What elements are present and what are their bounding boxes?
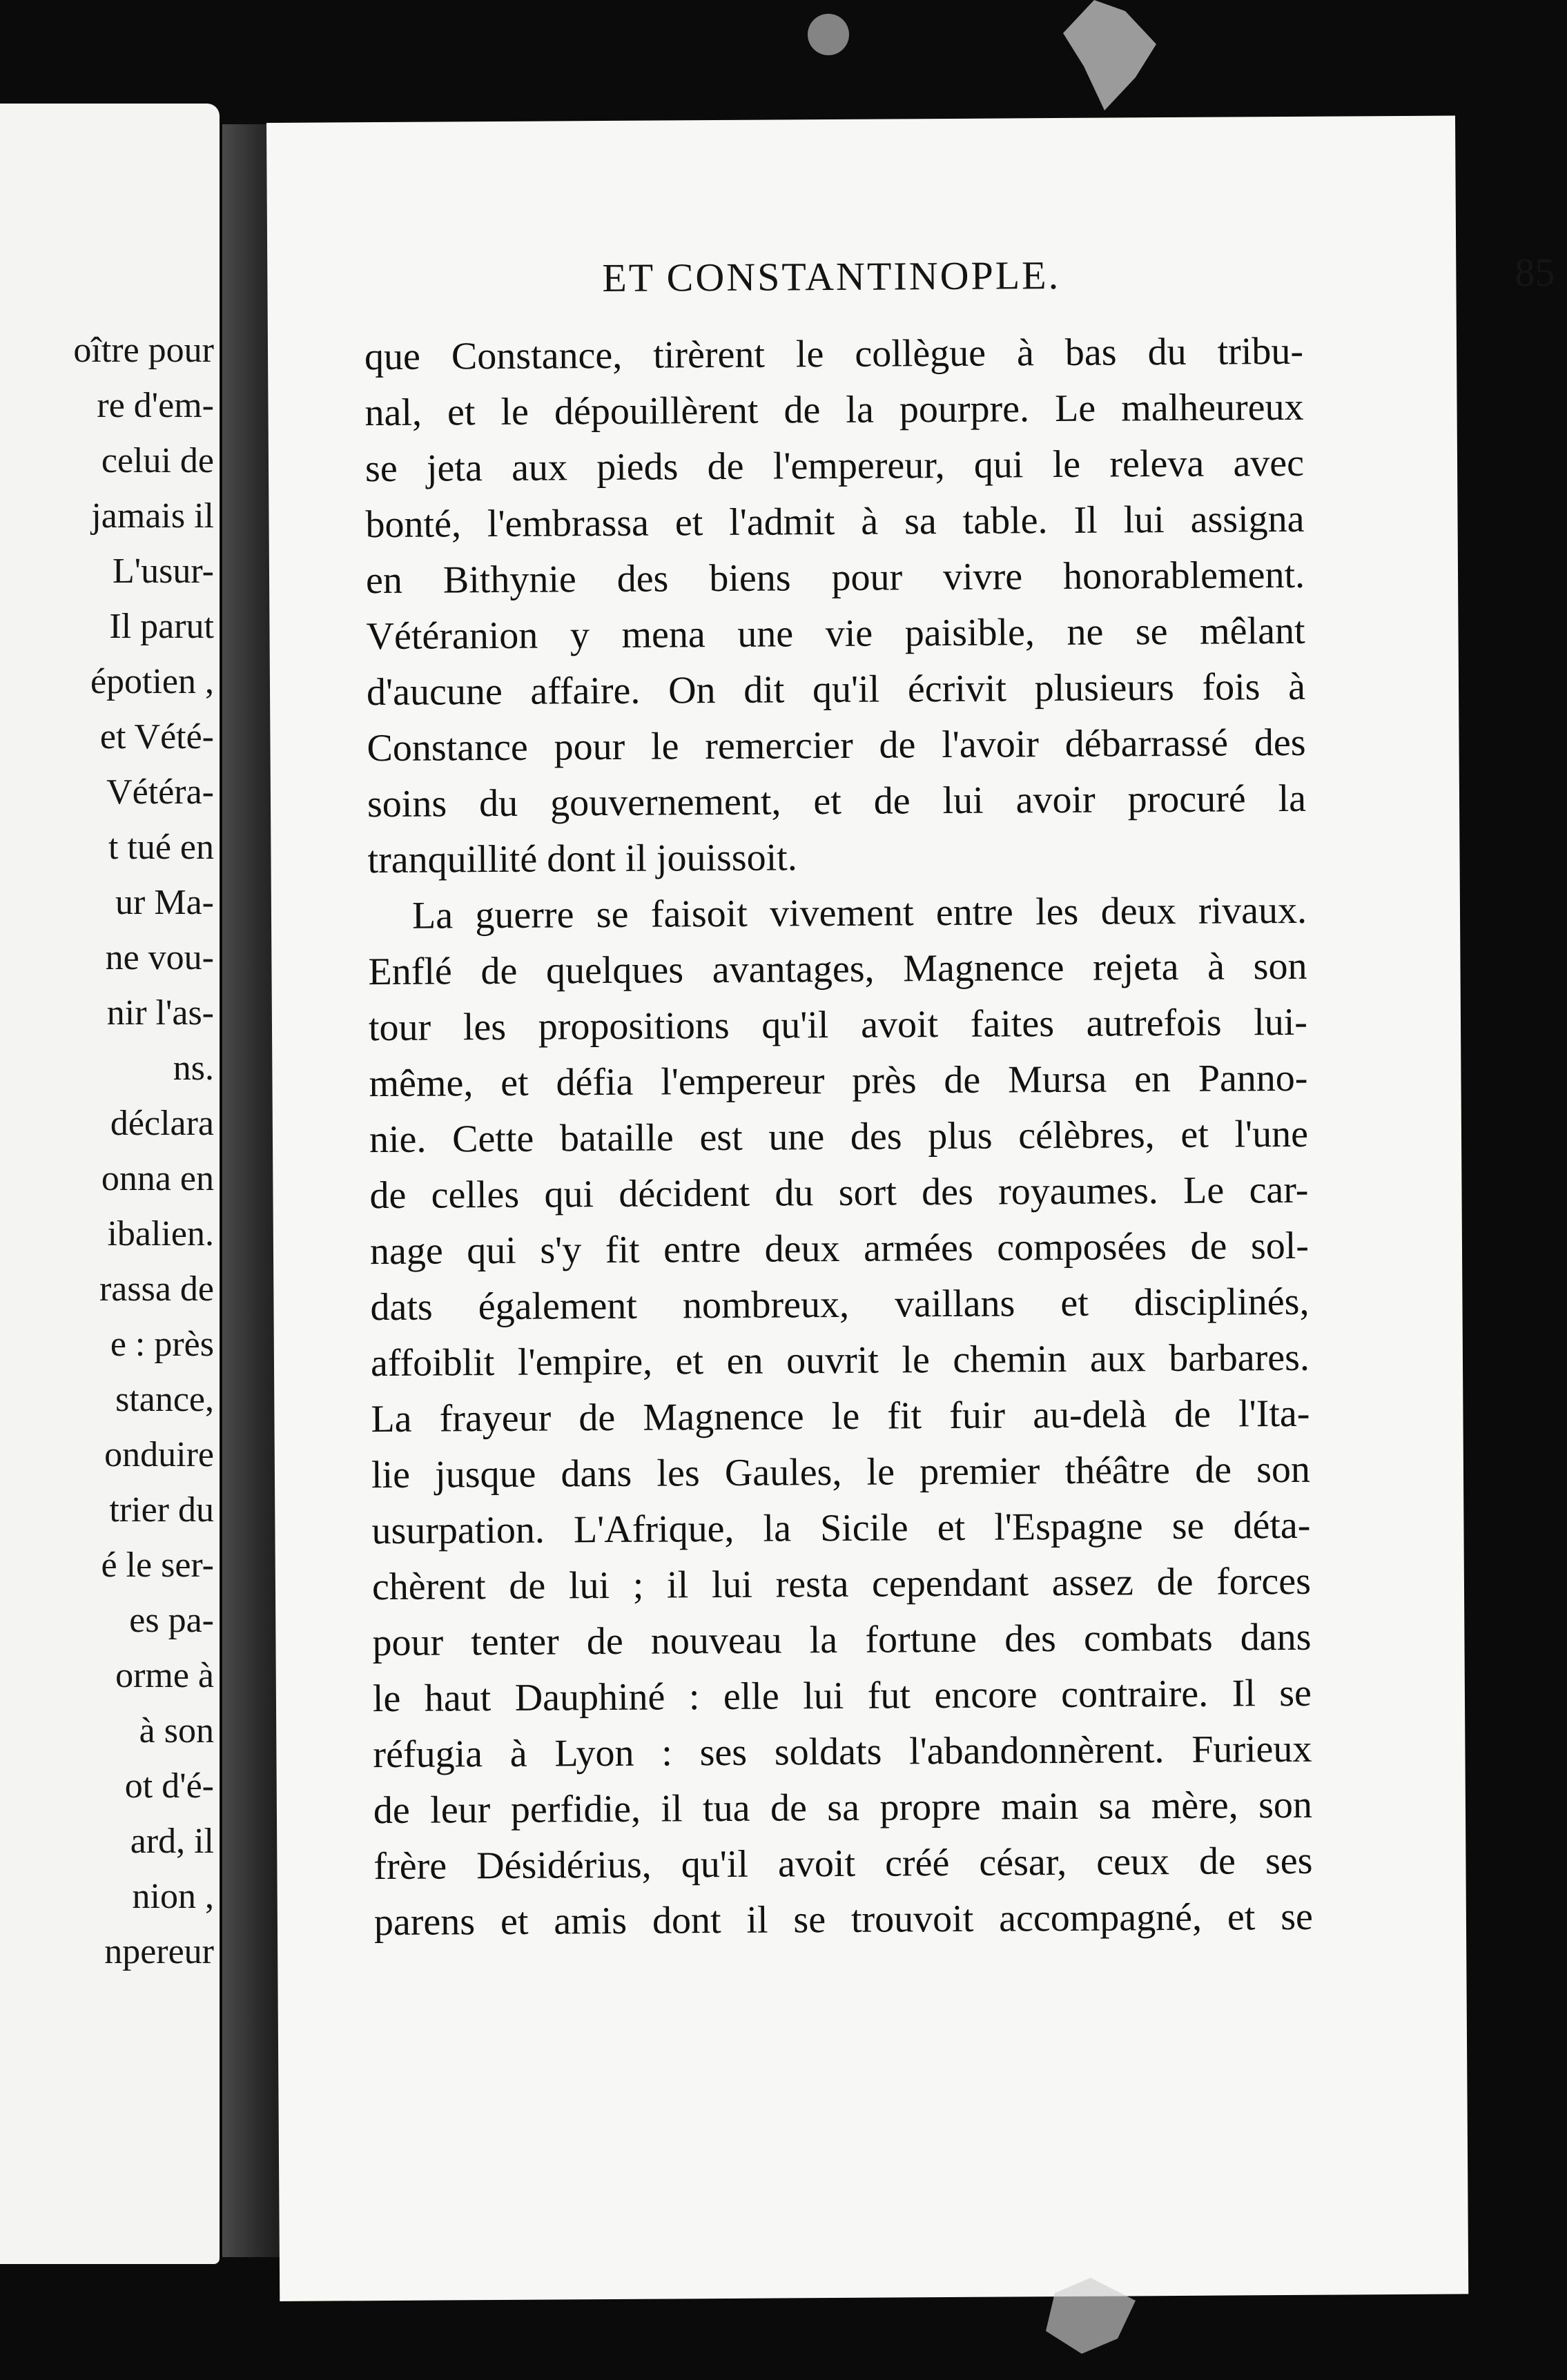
body-text: [364, 324, 1313, 1951]
left-line: et Vété-: [99, 717, 214, 757]
left-line: ur Ma-: [115, 883, 214, 922]
left-line: t tué en: [108, 828, 214, 867]
text-line: La frayeur de Magnence le fit fuir au-delà de l'Ita-: [371, 1392, 1310, 1441]
left-line: ibalien.: [107, 1214, 214, 1254]
text-line: nal, et le dépouillèrent de la pourpre. Le malheureux: [364, 385, 1304, 435]
text-line: Constance pour le remercier de l'avoir débarrassé des: [367, 721, 1306, 770]
left-line: ard, il: [130, 1822, 214, 1861]
left-line: L'usur-: [113, 552, 214, 591]
left-line: npereur: [104, 1932, 214, 1971]
text-line: dats également nombreux, vaillans et disciplinés,: [370, 1280, 1310, 1329]
right-page: [266, 115, 1555, 2301]
left-line: rassa de: [99, 1269, 214, 1309]
left-line: onna en: [101, 1159, 214, 1198]
left-line: orme à: [115, 1656, 214, 1695]
text-line: usurpation. L'Afrique, la Sicile et l'Espagne se déta-: [371, 1503, 1311, 1553]
left-line: trier du: [109, 1490, 214, 1530]
left-line: à son: [139, 1711, 214, 1750]
scan-debris-mark: [1063, 0, 1167, 110]
left-line: nir l'as-: [106, 993, 214, 1033]
left-line: es pa-: [129, 1601, 214, 1640]
text-line: frère Désidérius, qu'il avoit créé césar, ceux de ses: [373, 1839, 1313, 1889]
left-line: stance,: [115, 1380, 214, 1419]
text-line: nie. Cette bataille est une des plus célèbres, et l'une: [369, 1112, 1309, 1162]
text-line: en Bithynie des biens pour vivre honorablement.: [365, 553, 1305, 603]
text-line: même, et défia l'empereur près de Mursa en Panno-: [369, 1056, 1308, 1106]
left-line: e : près: [110, 1325, 214, 1364]
left-line: celui de: [101, 441, 214, 480]
text-line: Vétéranion y mena une vie paisible, ne se mêlant: [366, 609, 1305, 659]
page-number: 85: [1515, 249, 1555, 295]
running-head: [602, 245, 1555, 306]
text-line: que Constance, tirèrent le collègue à bas du tribu-: [364, 329, 1304, 379]
left-page-text: [73, 323, 214, 1980]
left-line: jamais il: [91, 496, 214, 536]
text-line: de celles qui décident du sort des royaumes. Le car-: [369, 1168, 1309, 1218]
scan-dust-mark: [808, 14, 849, 55]
left-page: [0, 104, 220, 2264]
left-line: oître pour: [73, 331, 214, 370]
left-line: onduire: [104, 1435, 214, 1474]
left-line: nion ,: [132, 1877, 214, 1916]
text-line: le haut Dauphiné : elle lui fut encore contraire. Il se: [372, 1671, 1312, 1721]
text-line: réfugia à Lyon : ses soldats l'abandonnèrent. Furieux: [373, 1727, 1312, 1777]
text-line: bonté, l'embrassa et l'admit à sa table. Il lui assigna: [365, 497, 1305, 547]
left-line: ne vou-: [105, 938, 214, 977]
text-line: nage qui s'y fit entre deux armées composées de sol-: [369, 1224, 1310, 1274]
text-line: tour les propositions qu'il avoit faites autrefois lui-: [368, 1000, 1308, 1050]
text-line: La guerre se faisoit vivement entre les deux rivaux.: [411, 888, 1307, 937]
left-line: Il parut: [109, 607, 214, 646]
left-line: é le ser-: [101, 1545, 214, 1585]
text-line: soins du gouvernement, et de lui avoir procuré la: [367, 777, 1307, 826]
text-line: se jeta aux pieds de l'empereur, qui le releva avec: [364, 441, 1305, 491]
text-line: pour tenter de nouveau la fortune des combats dans: [372, 1615, 1312, 1665]
left-line: re d'em-: [97, 386, 214, 425]
text-line: Enflé de quelques avantages, Magnence rejeta à son: [368, 944, 1307, 994]
text-line: chèrent de lui ; il lui resta cependant assez de forces: [371, 1559, 1312, 1609]
left-line: déclara: [110, 1104, 214, 1143]
text-line: lie jusque dans les Gaules, le premier théâtre de son: [371, 1447, 1311, 1497]
text-line: tranquillité dont il jouissoit.: [367, 836, 797, 882]
text-line: affoiblit l'empire, et en ouvrit le chemin aux barbares.: [370, 1336, 1310, 1385]
left-line: ot d'é-: [124, 1766, 214, 1806]
text-line: de leur perfidie, il tua de sa propre main sa mère, son: [373, 1783, 1313, 1833]
running-title: ET CONSTANTINOPLE.: [602, 252, 1061, 301]
text-line: parens et amis dont il se trouvoit accompagné, et se: [373, 1895, 1314, 1944]
text-line: d'aucune affaire. On dit qu'il écrivit plusieurs fois à: [366, 665, 1306, 714]
left-line: épotien ,: [90, 662, 214, 701]
left-line: Vétéra-: [106, 772, 214, 812]
left-line: ns.: [173, 1048, 214, 1088]
